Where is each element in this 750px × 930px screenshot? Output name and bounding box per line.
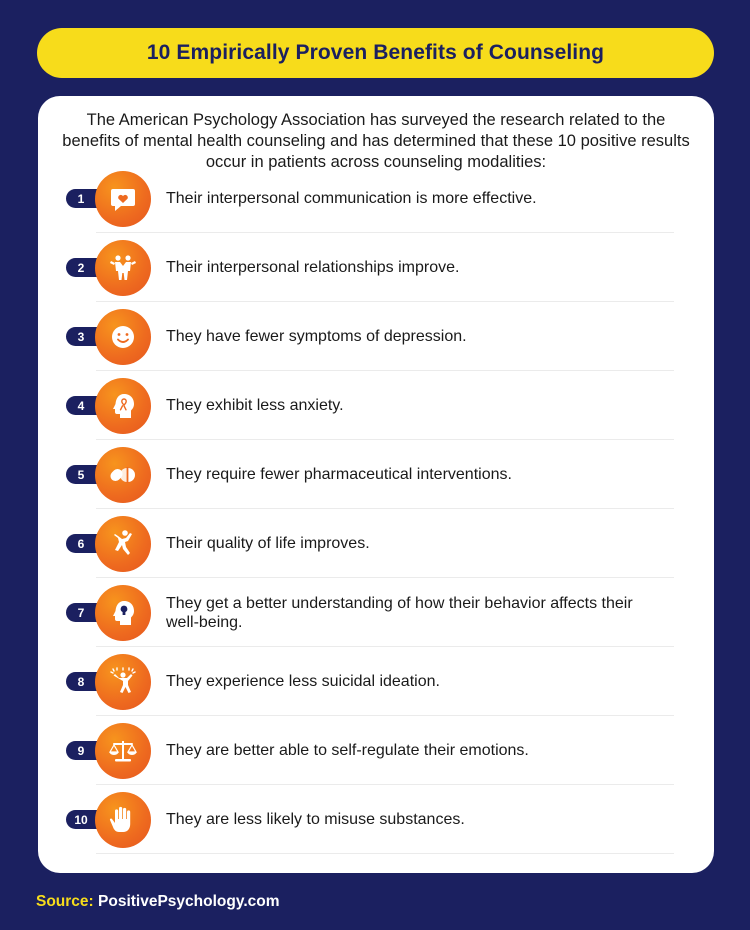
benefit-item [38,647,714,716]
stop-hand-icon [95,792,151,848]
benefit-text: Their interpersonal communication is more effective. [166,190,537,207]
benefit-number: 3 [77,329,85,344]
benefit-list [38,164,714,854]
benefit-number: 1 [77,191,85,206]
benefit-text: They have fewer symptoms of depression. [166,328,467,345]
benefit-text: They get a better understanding of how their behavior affects their well-being. [166,594,633,631]
pills-icon [95,447,151,503]
source-link[interactable]: PositivePsychology.com [98,893,280,910]
balance-scale-icon [95,723,151,779]
benefit-number: 9 [77,743,85,758]
page-title: 10 Empirically Proven Benefits of Counseling [146,41,605,64]
title-banner [37,28,714,78]
benefit-item [38,509,714,578]
benefit-number: 10 [74,812,88,827]
source-line [36,893,280,911]
benefit-item [38,164,714,233]
benefit-text: Their interpersonal relationships improve. [166,259,460,276]
benefit-text: They exhibit less anxiety. [166,397,344,414]
benefit-number: 2 [77,260,85,275]
smiley-face-icon [95,309,151,365]
benefit-text: They require fewer pharmaceutical interventions. [166,466,512,483]
benefit-text: They are better able to self-regulate their emotions. [166,742,529,759]
benefit-item [38,716,714,785]
jumping-person-icon [95,516,151,572]
head-lightbulb-icon [95,585,151,641]
benefit-text: They are less likely to misuse substances. [166,811,465,828]
celebrating-person-icon [95,654,151,710]
source-label: Source: [36,893,94,910]
content-card [38,96,714,873]
benefit-item [38,785,714,854]
benefit-number: 4 [77,398,85,413]
benefit-item [38,233,714,302]
intro-text: The American Psychology Association has surveyed the research related to the benefits of mental health counseling and has determined that these 10 positive results occur in patients across counseling modalities: [62,111,690,171]
benefit-text: Their quality of life improves. [166,535,370,552]
benefit-number: 7 [77,605,85,620]
people-hugging-icon [95,240,151,296]
benefit-item [38,578,714,647]
head-ribbon-icon [95,378,151,434]
benefit-number: 6 [77,536,85,551]
benefit-number: 8 [77,674,85,689]
benefit-item [38,371,714,440]
benefit-text: They experience less suicidal ideation. [166,673,440,690]
speech-heart-icon [95,171,151,227]
benefit-item [38,440,714,509]
benefit-item [38,302,714,371]
benefit-number: 5 [77,467,85,482]
